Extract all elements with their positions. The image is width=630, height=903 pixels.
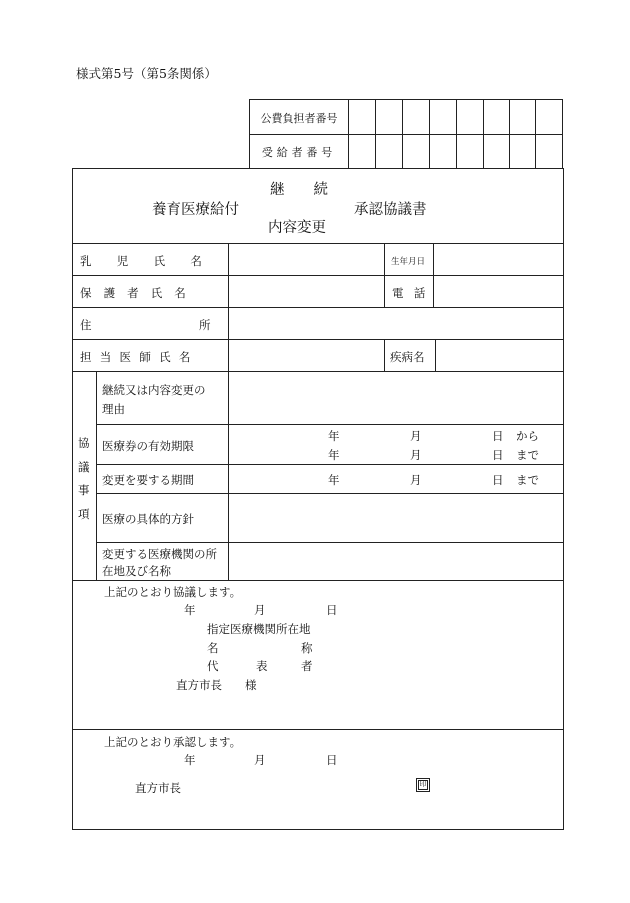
title-change: 内容変更 [268,220,326,236]
disease-name-field[interactable] [435,340,563,371]
representative-label-b: 表 [256,659,268,673]
birthdate-label: 生年月日 [391,257,426,267]
recipient-number-label: 受給者番号 [250,134,349,169]
approve-statement: 上記のとおり承認します。 [104,735,242,749]
reason-label-line2: 理由 [102,402,125,416]
change-period-label: 変更を要する期間 [102,473,194,487]
treatment-policy-field[interactable] [229,494,563,542]
institution-name-label-a: 名 [207,641,219,655]
approve-date-month: 月 [254,753,266,767]
number-cell[interactable] [510,100,536,168]
approve-date-day: 日 [326,753,338,767]
title-suffix: 承認協議書 [354,202,427,218]
institution-field[interactable] [229,543,563,580]
infant-name-label: 乳児氏名 [80,254,228,268]
mayor-label: 直方市長 [135,781,181,795]
reason-field[interactable] [229,372,563,424]
doctor-name-field[interactable] [228,340,384,371]
validity-to-text: まで [516,448,539,462]
payer-number-label: 公費負担者番号 [250,100,349,135]
representative-label-a: 代 [207,659,219,673]
form-number: 様式第5号（第5条関係） [76,66,217,81]
addressee: 直方市長 様 [176,678,257,692]
validity-to-day: 日 [492,448,504,462]
validity-from-text: から [516,429,539,443]
guardian-name-label: 保護者氏名 [80,286,198,300]
approve-date-year: 年 [184,753,196,767]
number-cell[interactable] [457,100,484,168]
number-cell[interactable] [403,100,430,168]
change-period-until: まで [516,473,539,487]
consult-date-year: 年 [184,603,196,617]
validity-to-month: 月 [410,448,422,462]
address-label: 住所 [80,318,319,332]
number-cell[interactable] [349,100,376,168]
disease-name-label: 疾病名 [390,350,425,364]
infant-name-field[interactable] [228,244,384,275]
phone-label: 電話 [392,286,436,300]
institution-label-line1: 変更する医療機関の所 [102,547,217,561]
change-period-month: 月 [410,473,422,487]
validity-to-year: 年 [328,448,340,462]
guardian-name-field[interactable] [228,276,384,307]
number-cell[interactable] [376,100,403,168]
representative-label-c: 者 [301,659,313,673]
validity-label: 医療券の有効期限 [102,439,194,453]
consult-date-month: 月 [254,603,266,617]
address-field[interactable] [228,308,563,339]
reason-label-line1: 継続又は内容変更の [102,383,206,397]
title-continue: 継 続 [270,182,328,198]
institution-address-label: 指定医療機関所在地 [207,622,311,636]
consult-items-vertical-label: 協議事項 [78,436,90,521]
change-period-day: 日 [492,473,504,487]
birthdate-field[interactable] [433,244,563,275]
institution-name-label-b: 称 [301,641,313,655]
number-cell[interactable] [430,100,457,168]
consult-date-day: 日 [326,603,338,617]
institution-label-line2: 在地及び名称 [102,564,171,578]
validity-from-month: 月 [410,429,422,443]
change-period-year: 年 [328,473,340,487]
title-prefix: 養育医療給付 [152,202,239,218]
treatment-policy-label: 医療の具体的方針 [102,512,194,526]
validity-from-day: 日 [492,429,504,443]
validity-from-year: 年 [328,429,340,443]
seal-glyph: 印 [419,780,427,788]
consult-statement: 上記のとおり協議します。 [104,585,242,599]
id-number-table [249,99,563,169]
doctor-name-label: 担当医師氏名 [80,350,199,364]
phone-field[interactable] [433,276,563,307]
seal-mark-icon [416,778,430,792]
number-cell[interactable] [484,100,510,168]
